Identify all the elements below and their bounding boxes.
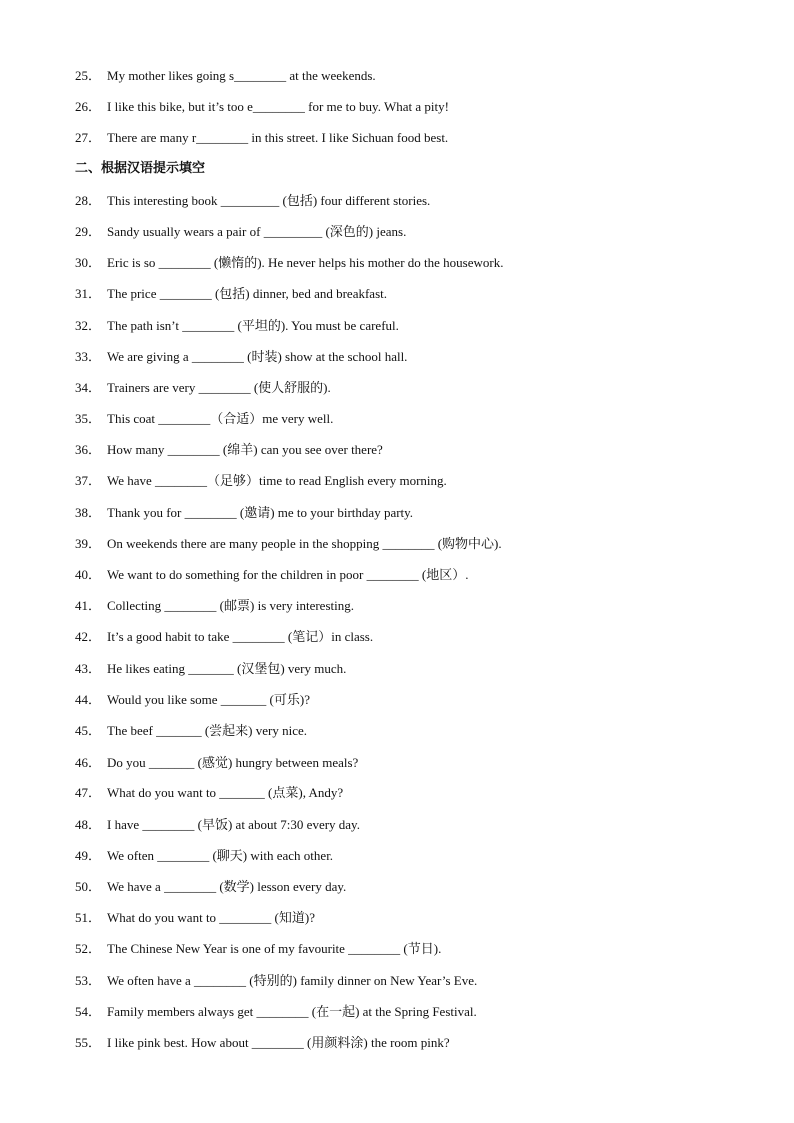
exercise-item — [75, 502, 413, 524]
item-number: 37． — [75, 473, 102, 488]
item-text: I like this bike, but it’s too e________ for me to buy. What a pity! — [107, 99, 449, 114]
exercise-item — [75, 346, 407, 368]
exercise-item — [75, 1001, 477, 1023]
exercise-item — [75, 221, 406, 243]
item-number: 27． — [75, 130, 102, 145]
item-text: We often have a ________ (特别的) family dinner on New Year’s Eve. — [107, 973, 478, 988]
item-number: 53． — [75, 973, 102, 988]
section-heading: 二、根据汉语提示填空 — [75, 161, 206, 176]
exercise-item — [75, 626, 373, 648]
item-text: The price ________ (包括) dinner, bed and breakfast. — [107, 286, 387, 301]
item-text: Collecting ________ (邮票) is very interesting. — [107, 598, 354, 613]
item-number: 31． — [75, 286, 102, 301]
item-number: 30． — [75, 255, 102, 270]
item-text: He likes eating _______ (汉堡包) very much. — [107, 661, 347, 676]
item-text: My mother likes going s________ at the weekends. — [107, 68, 376, 83]
item-number: 44． — [75, 692, 102, 707]
item-text: The Chinese New Year is one of my favourite ________ (节日). — [107, 941, 442, 956]
exercise-item — [75, 127, 448, 149]
item-text: I like pink best. How about ________ (用颜料涂) the room pink? — [107, 1035, 450, 1050]
item-text: I have ________ (早饭) at about 7:30 every day. — [107, 817, 360, 832]
item-text: Eric is so ________ (懒惰的). He never helps his mother do the housework. — [107, 255, 504, 270]
exercise-item — [75, 876, 346, 898]
exercise-item — [75, 377, 331, 399]
exercise-item — [75, 752, 358, 774]
item-number: 25． — [75, 68, 102, 83]
item-number: 36． — [75, 442, 102, 457]
exercise-item — [75, 283, 387, 305]
item-number: 50． — [75, 879, 102, 894]
item-number: 41． — [75, 598, 102, 613]
item-number: 46． — [75, 755, 102, 770]
item-text: What do you want to ________ (知道)? — [107, 910, 315, 925]
exercise-item — [75, 408, 333, 430]
exercise-item — [75, 252, 503, 274]
item-number: 28． — [75, 193, 102, 208]
exercise-item — [75, 970, 477, 992]
item-text: We often ________ (聊天) with each other. — [107, 848, 334, 863]
item-number: 29． — [75, 224, 102, 239]
exercise-item — [75, 782, 343, 804]
item-text: Family members always get ________ (在一起) at the Spring Festival. — [107, 1004, 477, 1019]
item-number: 48． — [75, 817, 102, 832]
item-number: 39． — [75, 536, 102, 551]
exercise-item — [75, 315, 399, 337]
item-number: 55． — [75, 1035, 102, 1050]
item-text: Sandy usually wears a pair of _________ (深色的) jeans. — [107, 224, 407, 239]
item-text: This interesting book _________ (包括) four different stories. — [107, 193, 431, 208]
item-text: The beef _______ (尝起来) very nice. — [107, 723, 308, 738]
exercise-item — [75, 845, 333, 867]
item-number: 47． — [75, 785, 102, 800]
exercise-item — [75, 190, 430, 212]
exercise-item — [75, 814, 360, 836]
exercise-item — [75, 439, 383, 461]
exercise-item — [75, 689, 310, 711]
item-number: 49． — [75, 848, 102, 863]
exercise-item — [75, 658, 346, 680]
exercise-item — [75, 1032, 450, 1054]
exercise-item — [75, 907, 315, 929]
item-number: 52． — [75, 941, 102, 956]
item-text: We are giving a ________ (时装) show at the school hall. — [107, 349, 408, 364]
item-text: Would you like some _______ (可乐)? — [107, 692, 310, 707]
exercise-item — [75, 938, 441, 960]
item-number: 51． — [75, 910, 102, 925]
exercise-item — [75, 595, 354, 617]
item-text: Do you _______ (感觉) hungry between meals? — [107, 755, 359, 770]
item-text: There are many r________ in this street. I like Sichuan food best. — [107, 130, 449, 145]
item-text: How many ________ (绵羊) can you see over there? — [107, 442, 383, 457]
item-text: It’s a good habit to take ________ (笔记）in class. — [107, 629, 374, 644]
item-text: We have ________（足够）time to read English every morning. — [107, 473, 447, 488]
item-text: We have a ________ (数学) lesson every day. — [107, 879, 347, 894]
item-number: 26． — [75, 99, 102, 114]
item-text: We want to do something for the children in poor ________ (地区）. — [107, 567, 469, 582]
exercise-item — [75, 720, 307, 742]
item-text: What do you want to _______ (点菜), Andy? — [107, 785, 344, 800]
item-number: 45． — [75, 723, 102, 738]
item-number: 54． — [75, 1004, 102, 1019]
item-number: 35． — [75, 411, 102, 426]
item-number: 34． — [75, 380, 102, 395]
item-number: 43． — [75, 661, 102, 676]
item-text: This coat ________（合适）me very well. — [107, 411, 334, 426]
item-text: Thank you for ________ (邀请) me to your birthday party. — [107, 505, 414, 520]
exercise-item — [75, 96, 449, 118]
item-text: On weekends there are many people in the shopping ________ (购物中心). — [107, 536, 502, 551]
item-number: 38． — [75, 505, 102, 520]
item-number: 32． — [75, 318, 102, 333]
item-number: 40． — [75, 567, 102, 582]
exercise-item — [75, 533, 502, 555]
item-text: The path isn’t ________ (平坦的). You must be careful. — [107, 318, 399, 333]
item-number: 42． — [75, 629, 102, 644]
exercise-item — [75, 65, 376, 87]
exercise-item — [75, 470, 447, 492]
item-number: 33． — [75, 349, 102, 364]
item-text: Trainers are very ________ (使人舒服的). — [107, 380, 331, 395]
exercise-item — [75, 564, 468, 586]
